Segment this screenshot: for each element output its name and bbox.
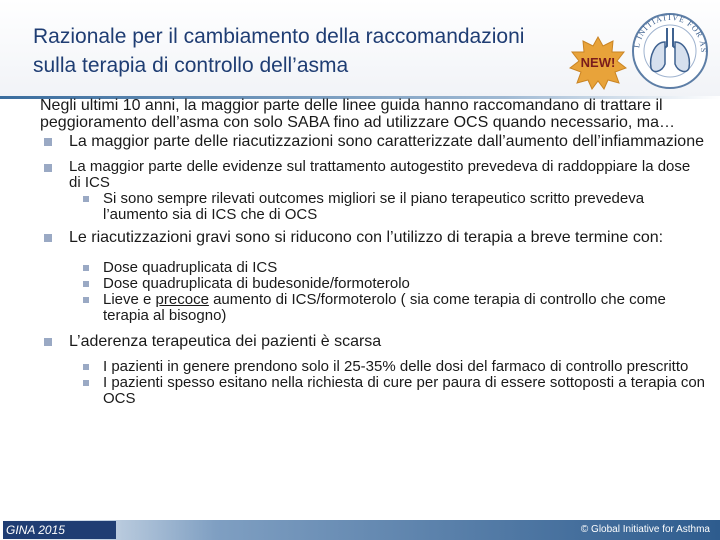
intro-paragraph: Negli ultimi 10 anni, la maggior parte delle linee guida hanno raccomandano di trattare il peggioramento dell’asma con solo SABA fino ad utilizzare OCS quando necessario, ma… bbox=[40, 97, 676, 131]
footer-edition: GINA 2015 bbox=[3, 521, 116, 539]
sub-bullet-item bbox=[40, 359, 705, 375]
new-badge-label: NEW! bbox=[580, 55, 616, 70]
slide-title bbox=[33, 22, 593, 80]
bullet-item bbox=[40, 159, 705, 191]
bullet-item bbox=[40, 333, 705, 350]
slide-title-line1: Razionale per il cambiamento della raccomandazioni bbox=[33, 25, 525, 48]
bullet-text: La maggior parte delle riacutizzazioni sono caratterizzate dall’aumento dell’infiammazione bbox=[69, 133, 704, 150]
square-bullet-icon bbox=[44, 338, 52, 346]
footer-copyright: © Global Initiative for Asthma bbox=[580, 524, 710, 535]
square-sub-bullet-icon bbox=[83, 281, 89, 287]
sub-bullet-item bbox=[40, 292, 705, 324]
sub-bullet-emphasis: precoce bbox=[155, 291, 209, 308]
square-sub-bullet-icon bbox=[83, 364, 89, 370]
square-sub-bullet-icon bbox=[83, 380, 89, 386]
sub-bullet-item bbox=[40, 375, 705, 407]
new-badge bbox=[569, 36, 627, 90]
square-bullet-icon bbox=[44, 138, 52, 146]
square-sub-bullet-icon bbox=[83, 297, 89, 303]
svg-text:GLOBAL INITIATIVE FOR ASTHMA: L INITIATIVE FOR AS bbox=[632, 12, 709, 54]
sub-bullet-item bbox=[40, 260, 705, 276]
sub-bullet-item bbox=[40, 276, 705, 292]
square-sub-bullet-icon bbox=[83, 196, 89, 202]
sub-bullet-text: I pazienti spesso esitano nella richiesta di cure per paura di essere sottoposti a terapia con OCS bbox=[103, 374, 706, 407]
sub-bullet-text-prefix: Lieve e bbox=[103, 291, 156, 308]
square-bullet-icon bbox=[44, 234, 52, 242]
sub-bullet-text: Si sono sempre rilevati outcomes migliori se il piano terapeutico scritto prevedeva l’aumento sia di ICS che di OCS bbox=[103, 190, 645, 223]
slide-body bbox=[40, 97, 705, 407]
bullet-item bbox=[40, 133, 705, 150]
sub-bullet-text-suffix: aumento di ICS/formoterolo ( sia come terapia di controllo che come terapia al bisogno) bbox=[103, 291, 666, 324]
square-sub-bullet-icon bbox=[83, 265, 89, 271]
sub-bullet-text: I pazienti in genere prendono solo il 25-35% delle dosi del farmaco di controllo prescritto bbox=[103, 358, 689, 375]
lungs-logo-icon bbox=[629, 12, 711, 90]
sub-bullet-text: Dose quadruplicata di budesonide/formoterolo bbox=[103, 275, 410, 292]
sub-bullet-item bbox=[40, 191, 705, 223]
bullet-text: La maggior parte delle evidenze sul trattamento autogestito prevedeva di raddoppiare la dose di ICS bbox=[69, 158, 691, 191]
bullet-text: Le riacutizzazioni gravi sono si riducono con l’utilizzo di terapia a breve termine con: bbox=[69, 229, 664, 246]
bullet-item bbox=[40, 229, 705, 246]
bullet-text: L’aderenza terapeutica dei pazienti è scarsa bbox=[69, 333, 382, 350]
square-bullet-icon bbox=[44, 164, 52, 172]
gina-logo bbox=[629, 12, 711, 90]
sub-bullet-text: Dose quadruplicata di ICS bbox=[103, 259, 278, 276]
slide-title-line2: sulla terapia di controllo dell’asma bbox=[33, 54, 349, 77]
